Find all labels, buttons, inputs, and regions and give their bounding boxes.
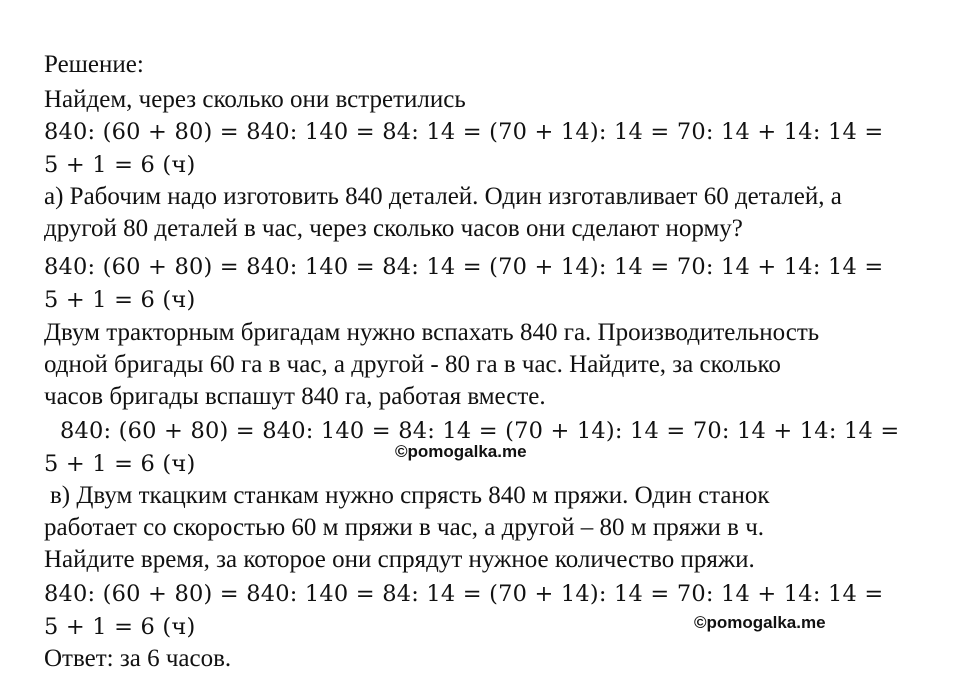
text-line: Найдем, через сколько они встретились (44, 86, 466, 113)
answer-line: Ответ: за 6 часов. (44, 645, 232, 672)
watermark: ©pomogalka.me (694, 613, 826, 632)
equation-result-line: 5 + 1 = 6 (ч) (44, 152, 196, 178)
equation-result-line: 5 + 1 = 6 (ч) (44, 287, 196, 313)
problem-b-line: одной бригады 60 га в час, а другой - 80 га в час. Найдите, за сколько (44, 351, 781, 378)
equation-result-line: 5 + 1 = 6 (ч) (44, 451, 196, 477)
watermark: ©pomogalka.me (395, 442, 527, 461)
problem-b-line: часов бригады вспашут 840 га, работая вместе. (44, 383, 546, 410)
equation-line: 840: (60 + 80) = 840: 140 = 84: 14 = (70 + 14): 14 = 70: 14 + 14: 14 = (44, 254, 884, 280)
problem-c-line: Найдите время, за которое они спрядут нужное количество пряжи. (44, 546, 755, 573)
equation-line: 840: (60 + 80) = 840: 140 = 84: 14 = (70 + 14): 14 = 70: 14 + 14: 14 = (44, 119, 884, 145)
problem-a-line: а) Рабочим надо изготовить 840 деталей. Один изготавливает 60 деталей, а (44, 183, 842, 210)
problem-c-line: работает со скоростью 60 м пряжи в час, а другой – 80 м пряжи в ч. (44, 514, 765, 541)
problem-a-line: другой 80 деталей в час, через сколько часов они сделают норму? (44, 215, 743, 242)
problem-b-line: Двум тракторным бригадам нужно вспахать 840 га. Производительность (44, 319, 820, 346)
problem-c-line: в) Двум ткацким станкам нужно спрясть 840 м пряжи. Один станок (50, 482, 770, 509)
equation-line: 840: (60 + 80) = 840: 140 = 84: 14 = (70 + 14): 14 = 70: 14 + 14: 14 = (44, 581, 884, 607)
heading-solution: Решение: (44, 51, 144, 78)
equation-result-line: 5 + 1 = 6 (ч) (44, 614, 196, 640)
equation-line: 840: (60 + 80) = 840: 140 = 84: 14 = (70 + 14): 14 = 70: 14 + 14: 14 = (60, 418, 900, 444)
